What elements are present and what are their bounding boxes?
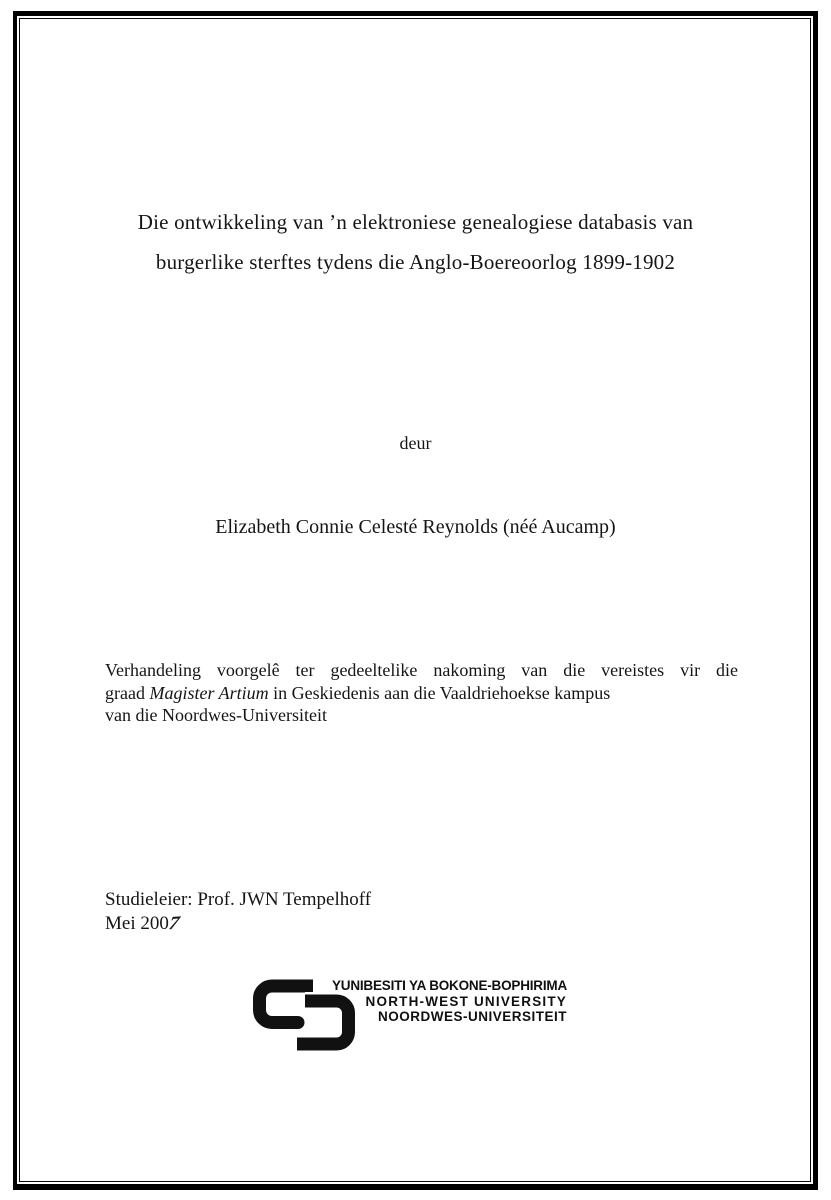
submission-line-2-suffix: in Geskiedenis aan die Vaaldriehoekse kampus (268, 682, 611, 703)
submission-line-2 (105, 682, 738, 705)
logo-line-afrikaans: NOORDWES-UNIVERSITEIT (377, 1009, 567, 1024)
logo-line-english: NORTH-WEST UNIVERSITY (365, 993, 567, 1009)
date-prefix: Mei 200 (105, 913, 169, 934)
thesis-title-line-2: burgerlike sterftes tydens die Anglo-Boereoorlog 1899-1902 (155, 250, 676, 274)
submission-line-1: Verhandeling voorgelê ter gedeeltelike nakoming van die vereistes vir die (105, 660, 738, 680)
submission-line-3: van die Noordwes-Universiteit (105, 705, 327, 725)
logo-line-setswana: YUNIBESITI YA BOKONE-BOPHIRIMA (331, 978, 567, 993)
submission-statement (105, 659, 738, 727)
university-logo-wordmark (332, 978, 567, 1025)
thesis-title-line-1: Die ontwikkeling van ’n elektroniese genealogiese databasis van (137, 210, 694, 234)
byline-label: deur (399, 433, 432, 453)
supervisor-line: Studieleier: Prof. JWN Tempelhoff (105, 889, 372, 910)
author-name: Elizabeth Connie Celesté Reynolds (néé Aucamp) (215, 516, 616, 538)
degree-name: Magister Artium (149, 682, 269, 703)
submission-line-2-prefix: graad (105, 682, 150, 703)
supervisor-and-date (105, 888, 371, 936)
date-line (105, 912, 371, 936)
thesis-title (0, 202, 831, 282)
date-last-digit: 7 (164, 912, 183, 935)
